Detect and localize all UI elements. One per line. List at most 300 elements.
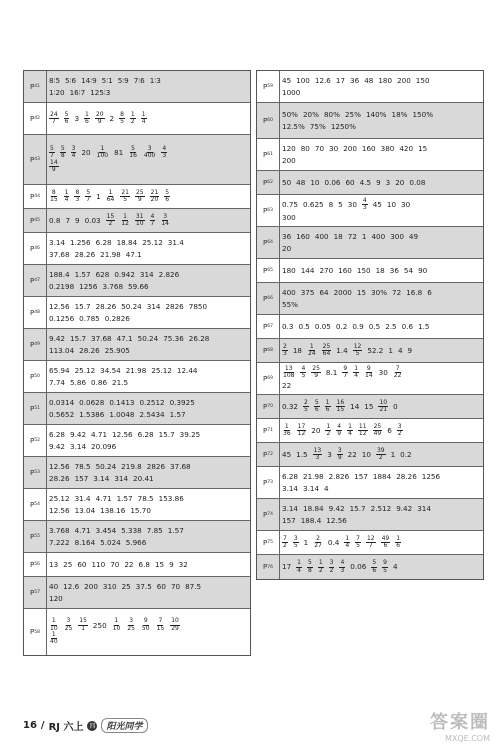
fraction-answer: $\frac{1}{2}$ xyxy=(130,110,135,125)
answer-value: 157 xyxy=(354,472,368,482)
answer-row xyxy=(257,283,483,315)
answer-line xyxy=(49,397,248,408)
fraction-answer: $\frac{13}{3}$ xyxy=(313,446,322,461)
answer-value: 0.03 xyxy=(84,215,101,225)
answer-value: 31.4 xyxy=(167,238,184,248)
page-label: P 53 xyxy=(24,457,47,488)
answer-value: 400 xyxy=(282,288,296,298)
answer-content xyxy=(282,141,481,168)
answer-value: 30 xyxy=(329,144,339,154)
answer-line xyxy=(49,409,248,420)
answer-value: 2.826 xyxy=(158,270,180,280)
answer-value: 2826 xyxy=(165,302,184,312)
fraction-answer: $\frac{5}{8}$ xyxy=(60,144,65,160)
answer-value: 5.86 xyxy=(70,377,87,387)
right-answer-table xyxy=(256,70,484,580)
answer-row xyxy=(24,233,250,265)
answer-value: 400 xyxy=(371,232,386,242)
fraction-answer: $\frac{31}{10}$ xyxy=(135,212,144,227)
answer-value: 15 xyxy=(356,288,367,298)
answer-value: 150 xyxy=(356,265,371,275)
answer-value: 10 xyxy=(361,449,371,459)
answer-line xyxy=(49,441,248,452)
page-label: P 71 xyxy=(257,419,280,442)
answer-content xyxy=(49,73,248,100)
answer-content xyxy=(282,261,481,280)
answer-value: 18.84 xyxy=(116,238,138,248)
answer-content xyxy=(49,299,248,326)
fraction-answer: $\frac{3}{2}$ xyxy=(329,559,334,574)
answer-value: 628 xyxy=(95,270,110,280)
answer-value: 0.1413 xyxy=(109,398,135,408)
answer-line xyxy=(49,365,248,376)
answer-row xyxy=(257,555,483,579)
page-label: P 49 xyxy=(24,329,47,360)
answer-value: 1.5386 xyxy=(79,409,105,419)
page-label: P 62 xyxy=(257,171,280,194)
page-label: P 67 xyxy=(257,315,280,338)
fraction-answer: $\frac{1}{4}$ xyxy=(141,110,146,125)
answer-value: 6 xyxy=(387,425,392,435)
fraction-answer: $\frac{3}{4}$ xyxy=(71,144,76,160)
answer-value: 6.28 xyxy=(282,472,299,482)
answer-value: 18 xyxy=(375,265,385,275)
answer-value: 314 xyxy=(417,504,431,514)
answer-line xyxy=(49,537,248,548)
page-label: P 69 xyxy=(257,363,280,394)
answer-line xyxy=(282,380,481,391)
answer-line xyxy=(49,112,248,126)
answer-value: 22 xyxy=(347,449,357,459)
answer-value: 200 xyxy=(343,144,357,154)
answer-value: 20.41 xyxy=(133,473,154,483)
answer-value: 160 xyxy=(338,265,352,275)
answer-value: 120 xyxy=(282,144,296,154)
answer-value: 25 xyxy=(63,559,73,569)
answer-value: 0.6 xyxy=(401,321,414,331)
fraction-answer: $\frac{21}{20}$ xyxy=(150,188,159,203)
page-label: P 73 xyxy=(257,467,280,498)
answer-value: 3.14 xyxy=(93,473,110,483)
fraction-answer: $\frac{4}{9}$ xyxy=(337,422,342,437)
answer-line xyxy=(282,109,481,120)
page-label: P 65 xyxy=(257,259,280,282)
page-label: P 70 xyxy=(257,395,280,418)
fraction-answer: $\frac{1}{4}$ xyxy=(354,365,359,380)
answer-line xyxy=(282,143,481,154)
answer-row xyxy=(257,499,483,531)
answer-value: 0.1256 xyxy=(49,313,75,323)
answer-value: 45 xyxy=(282,76,292,86)
answer-value: 20 xyxy=(282,243,292,253)
answer-value: 12.6 xyxy=(63,582,80,592)
page-label: P 43 xyxy=(24,135,47,184)
answer-row xyxy=(24,609,250,655)
answer-value: 15.7 xyxy=(74,302,91,312)
answer-value: 200 xyxy=(397,76,411,86)
answer-content xyxy=(282,229,481,256)
answer-value: 3.14 xyxy=(282,483,299,493)
answer-value: 1∶20 xyxy=(49,87,65,97)
answer-value: 4.71 xyxy=(91,430,108,440)
answer-value: 1 xyxy=(390,449,396,459)
answer-row xyxy=(257,395,483,419)
answer-value: 4.5 xyxy=(359,177,372,187)
fraction-answer: $\frac{2}{5}$ xyxy=(304,398,308,413)
answer-line xyxy=(282,155,481,166)
answer-line xyxy=(49,632,248,646)
answer-value: 0 xyxy=(393,401,398,411)
answer-value: 7.85 xyxy=(146,526,163,536)
answer-value: 9 xyxy=(75,215,80,225)
fraction-answer: $\frac{5}{16}$ xyxy=(129,144,137,160)
answer-value: 1.57 xyxy=(169,409,186,419)
fraction-answer: $\frac{20}{9}$ xyxy=(95,110,104,125)
page-label: P 60 xyxy=(257,103,280,138)
answer-value: 12.5% xyxy=(282,121,305,131)
answer-line xyxy=(49,461,248,472)
answer-row xyxy=(257,71,483,103)
answer-value: 0.4 xyxy=(327,537,340,547)
answer-value: 70 xyxy=(314,144,325,154)
answer-line xyxy=(49,333,248,344)
answer-value: 75% xyxy=(309,121,326,131)
answer-value: 3.768 xyxy=(49,526,70,536)
answer-value: 25 xyxy=(121,582,131,592)
answer-content xyxy=(49,459,248,486)
answer-value: 25.12 xyxy=(151,366,172,376)
answer-value: 17 xyxy=(282,562,292,572)
answer-row xyxy=(24,577,250,609)
answer-row xyxy=(257,227,483,259)
answer-value: 25.12 xyxy=(49,494,70,504)
answer-value: 250 xyxy=(92,620,107,630)
answer-value: 25.905 xyxy=(104,345,130,355)
answer-line xyxy=(282,212,481,223)
fraction-answer: $\frac{9}{50}$ xyxy=(141,617,150,632)
answer-value: 8.1 xyxy=(325,368,338,378)
answer-value: 5∶6 xyxy=(65,76,77,86)
answer-row xyxy=(24,425,250,457)
answer-value: 3 xyxy=(74,113,80,123)
answer-row xyxy=(24,553,250,577)
fraction-answer: $\frac{4}{3}$ xyxy=(362,197,367,212)
fraction-answer: $\frac{14}{9}$ xyxy=(50,158,58,173)
answer-value: 1 xyxy=(96,191,101,201)
answer-value: 3.14 xyxy=(70,441,87,451)
answer-value: 50.24 xyxy=(95,462,117,472)
answer-row xyxy=(24,489,250,521)
answer-value: 80% xyxy=(323,110,340,120)
answer-value: 22 xyxy=(124,559,134,569)
answer-value: 13.04 xyxy=(74,505,96,515)
answer-value: 0.3 xyxy=(282,321,294,331)
page-label: P 75 xyxy=(257,531,280,554)
answer-value: 6.28 xyxy=(137,430,154,440)
fraction-answer: $\frac{1}{24}$ xyxy=(307,342,316,357)
page-label: P 68 xyxy=(257,339,280,362)
answer-line xyxy=(282,366,481,380)
answer-value: 160 xyxy=(361,144,376,154)
answer-value: 49 xyxy=(408,232,419,242)
answer-value: 18 xyxy=(292,345,302,355)
answer-value: 47.1 xyxy=(116,334,133,344)
answer-value: 9 xyxy=(407,345,413,355)
answer-value: 39.25 xyxy=(179,430,201,440)
fraction-answer: $\frac{1}{100}$ xyxy=(96,144,109,160)
answer-value: 5.966 xyxy=(125,537,147,547)
fraction-answer: $\frac{5}{7}$ xyxy=(50,144,54,160)
answer-value: 7850 xyxy=(188,302,208,312)
answer-value: 300 xyxy=(390,232,404,242)
answer-value: 59.66 xyxy=(128,281,149,291)
answer-value: 150 xyxy=(415,76,430,86)
page-label: P 56 xyxy=(24,553,47,576)
answer-value: 12.56 xyxy=(49,462,70,472)
fraction-answer: $\frac{9}{14}$ xyxy=(365,365,373,380)
answer-value: 50.24 xyxy=(121,302,142,312)
fraction-answer: $\frac{1}{40}$ xyxy=(50,631,58,646)
answer-value: 50 xyxy=(282,177,292,187)
fraction-answer: $\frac{39}{2}$ xyxy=(376,446,385,461)
answer-value: 4 xyxy=(324,483,329,493)
answer-value: 113.04 xyxy=(49,345,75,355)
answer-value: 15.7 xyxy=(70,334,87,344)
answer-value: 21.98 xyxy=(100,249,121,259)
answer-row xyxy=(257,171,483,195)
answer-content xyxy=(282,197,481,224)
answer-value: 25.12 xyxy=(142,238,163,248)
answer-value: 18% xyxy=(391,110,408,120)
answer-line xyxy=(282,87,481,98)
answer-value: 47.1 xyxy=(125,249,142,259)
fraction-answer: $\frac{3}{25}$ xyxy=(64,617,73,632)
answer-content xyxy=(49,137,248,182)
answer-value: 26.28 xyxy=(188,334,210,344)
fraction-answer: $\frac{2}{27}$ xyxy=(314,534,322,549)
answer-value: 420 xyxy=(399,144,414,154)
fraction-answer: $\frac{8}{15}$ xyxy=(50,188,58,203)
answer-value: 15.7 xyxy=(158,430,175,440)
answer-row xyxy=(257,259,483,283)
answer-value: 0.9 xyxy=(352,321,364,331)
answer-value: 12.56 xyxy=(49,505,70,515)
answer-value: 1000 xyxy=(282,87,301,97)
page-label: P 58 xyxy=(24,609,47,655)
answer-row xyxy=(24,521,250,553)
page-label: P 66 xyxy=(257,283,280,314)
fraction-answer: $\frac{5}{6}$ xyxy=(64,110,69,125)
page-label: P 72 xyxy=(257,443,280,466)
answer-value: 2 xyxy=(109,113,115,123)
answer-line xyxy=(282,231,481,242)
answer-line xyxy=(49,87,248,98)
answer-value: 54 xyxy=(403,265,414,275)
answer-line xyxy=(282,321,481,332)
answer-value: 50% xyxy=(282,110,298,120)
answer-value: 15 xyxy=(154,559,165,569)
answer-value: 21.5 xyxy=(112,377,129,387)
answer-value: 28.26 xyxy=(95,302,117,312)
answer-row xyxy=(24,329,250,361)
fraction-answer: $\frac{1}{36}$ xyxy=(283,422,291,437)
answer-value: 314 xyxy=(146,302,161,312)
answer-value: 1.5 xyxy=(418,321,430,331)
fraction-answer: $\frac{1}{4}$ xyxy=(64,188,69,203)
answer-value: 0.785 xyxy=(79,313,100,323)
fraction-answer: $\frac{3}{25}$ xyxy=(127,617,135,632)
answer-value: 310 xyxy=(102,582,117,592)
answer-value: 4.71 xyxy=(95,494,112,504)
fraction-answer: $\frac{1}{12}$ xyxy=(121,212,129,227)
page-label: P 48 xyxy=(24,297,47,328)
answer-value: 0.942 xyxy=(114,270,135,280)
answer-value: 1884 xyxy=(372,472,392,482)
answer-row xyxy=(24,71,250,103)
answer-line xyxy=(49,345,248,356)
answer-value: 45 xyxy=(282,449,292,459)
answer-value: 60 xyxy=(156,582,166,592)
page-label: P 44 xyxy=(24,185,47,208)
answer-value: 7.74 xyxy=(49,377,66,387)
answer-value: 157 xyxy=(74,473,89,483)
fraction-answer: $\frac{1}{6}$ xyxy=(85,110,89,125)
answer-value: 70 xyxy=(170,582,181,592)
answer-content xyxy=(282,285,481,312)
answer-value: 150% xyxy=(412,110,434,120)
answer-value: 0.75 xyxy=(282,200,299,210)
answer-content xyxy=(49,211,248,230)
answer-value: 2.5434 xyxy=(139,409,165,419)
answer-value: 5∶9 xyxy=(117,76,129,86)
fraction-answer: $\frac{25}{9}$ xyxy=(135,188,144,203)
answer-line xyxy=(282,424,481,438)
answer-value: 48 xyxy=(364,76,374,86)
fraction-answer: $\frac{5}{6}$ xyxy=(314,398,319,413)
answer-value: 3.14 xyxy=(282,504,299,514)
brand-logo: 阳光同学 xyxy=(101,718,147,733)
answer-value: 31.4 xyxy=(74,494,91,504)
answer-line xyxy=(282,75,481,86)
fraction-answer: $\frac{5}{6}$ xyxy=(165,188,170,203)
answer-value: 0.2512 xyxy=(139,398,165,408)
answer-value: 219.8 xyxy=(121,462,142,472)
answer-line xyxy=(282,344,481,358)
answer-value: 78.5 xyxy=(137,494,154,504)
answer-value: 28.26 xyxy=(49,473,70,483)
answer-value: 37.68 xyxy=(49,249,70,259)
answer-value: 5.338 xyxy=(121,526,142,536)
answer-value: 16.8 xyxy=(406,288,423,298)
answer-value: 1.57 xyxy=(116,494,133,504)
page-label: P 54 xyxy=(24,489,47,520)
answer-value: 0.2198 xyxy=(49,281,75,291)
answer-value: 7∶6 xyxy=(133,76,145,86)
page-label: P 55 xyxy=(24,521,47,552)
answer-value: 30 xyxy=(347,200,357,210)
answer-value: 14∶9 xyxy=(81,76,97,86)
answer-value: 9.42 xyxy=(49,441,66,451)
answer-value: 157 xyxy=(282,515,296,525)
answer-value: 0.5652 xyxy=(49,409,75,419)
answer-content xyxy=(282,501,481,528)
answer-content xyxy=(49,187,248,206)
fraction-answer: $\frac{10}{29}$ xyxy=(171,617,179,632)
answer-value: 4 xyxy=(392,562,398,572)
answer-line xyxy=(282,265,481,276)
answer-value: 90 xyxy=(418,265,428,275)
answer-row xyxy=(24,185,250,209)
answer-value: 16∶7 xyxy=(69,87,86,97)
answer-value: 1.5 xyxy=(296,449,308,459)
left-answer-table xyxy=(23,70,251,656)
answer-value: 0.0628 xyxy=(79,398,105,408)
answer-content xyxy=(49,611,248,653)
answer-value: 1250% xyxy=(330,121,356,131)
answer-value: 180 xyxy=(282,265,296,275)
answer-line xyxy=(49,505,248,516)
fraction-answer: $\frac{49}{6}$ xyxy=(381,534,390,549)
answer-value: 200 xyxy=(282,155,296,165)
answer-value: 0.06 xyxy=(324,177,341,187)
answer-line xyxy=(282,503,481,514)
page-label: P 47 xyxy=(24,265,47,296)
answer-value: 1.0048 xyxy=(109,409,135,419)
watermark xyxy=(430,708,490,743)
fraction-answer: $\frac{1}{4}$ xyxy=(348,422,352,437)
answer-value: 0.5 xyxy=(368,321,381,331)
answer-value: 1.57 xyxy=(74,270,91,280)
answer-content xyxy=(282,533,481,552)
answer-line xyxy=(282,515,481,526)
answer-content xyxy=(49,523,248,550)
answer-value: 0.32 xyxy=(282,401,299,411)
answer-content xyxy=(49,491,248,518)
watermark-url: MXQE.COM xyxy=(444,734,490,743)
fraction-answer: $\frac{21}{5}$ xyxy=(121,188,129,203)
answer-content xyxy=(282,341,481,360)
answer-line xyxy=(49,281,248,292)
answer-value: 34.54 xyxy=(100,366,121,376)
answer-value: 0.2 xyxy=(335,321,348,331)
answer-line xyxy=(282,287,481,298)
fraction-answer: $\frac{25}{49}$ xyxy=(373,422,382,437)
page-label: P 41 xyxy=(24,71,47,102)
answer-value: 1.57 xyxy=(167,526,184,536)
fraction-answer: $\frac{10}{21}$ xyxy=(379,398,388,413)
answer-content xyxy=(49,267,248,294)
answer-content xyxy=(282,557,481,577)
answer-line xyxy=(49,214,248,228)
fraction-answer: $\frac{4}{3}$ xyxy=(340,559,345,574)
answer-value: 12.56 xyxy=(49,302,70,312)
answer-value: 200 xyxy=(84,582,98,592)
answer-value: 180 xyxy=(378,76,393,86)
answer-value: 78.5 xyxy=(74,462,91,472)
fraction-answer: $\frac{1}{4}$ xyxy=(345,534,350,549)
fraction-answer: $\frac{15}{2}$ xyxy=(106,212,115,227)
answer-value: 21.98 xyxy=(303,472,324,482)
answer-value: 8.164 xyxy=(74,537,96,547)
answer-value: 3 xyxy=(385,177,391,187)
answer-line xyxy=(49,429,248,440)
fraction-answer: $\frac{12}{7}$ xyxy=(366,534,375,549)
answer-value: 15 xyxy=(418,144,428,154)
answer-value: 314 xyxy=(114,473,129,483)
answer-line xyxy=(49,190,248,204)
answer-content xyxy=(49,331,248,358)
answer-value: 87.5 xyxy=(185,582,202,592)
